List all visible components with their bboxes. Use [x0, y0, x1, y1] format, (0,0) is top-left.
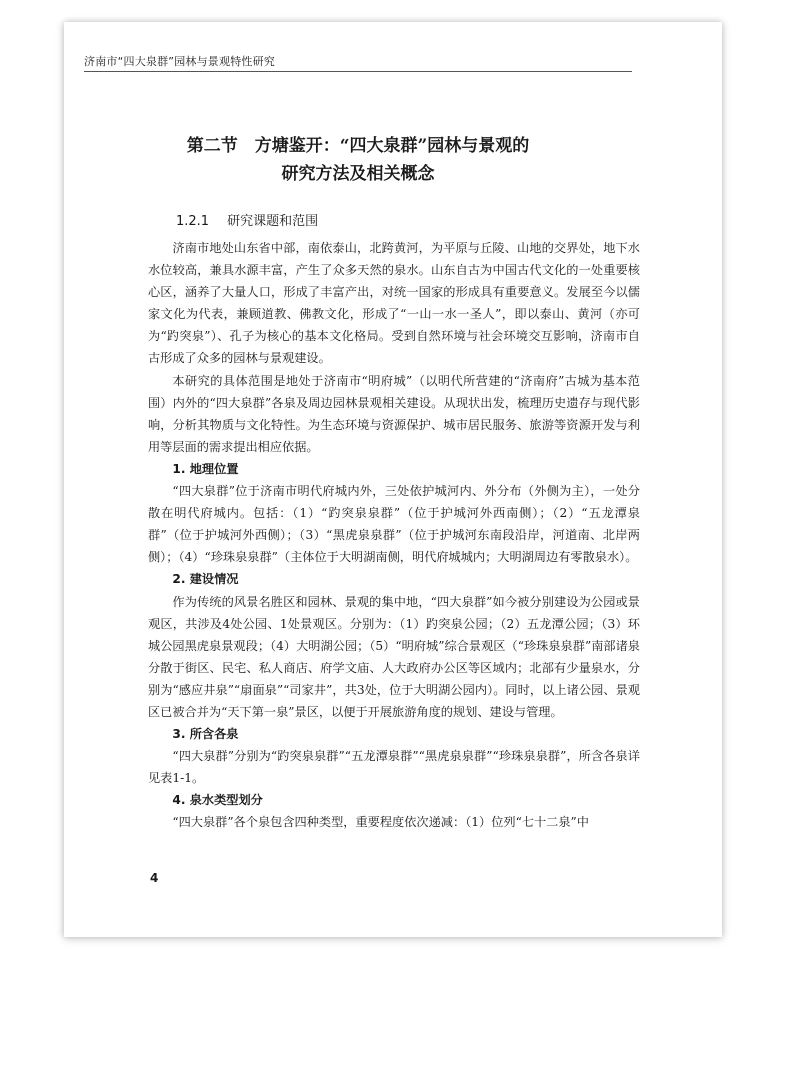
paragraph: 本研究的具体范围是地处于济南市“明府城”（以明代所营建的“济南府”古城为基本范围）内外的“四大泉群”各泉及周边园林景观相关建设。从现状出发，梳理历史遗存与现代影响，分析其物质与文化特性。为生态环境与资源保护、城市居民服务、旅游等资源开发与利用等层面的需求提出相应依据。 [148, 373, 640, 454]
subsection-title: 研究课题和范围 [227, 214, 319, 229]
paragraph: 济南市地处山东省中部，南依泰山，北跨黄河，为平原与丘陵、山地的交界处，地下水水位较高，兼具水源丰富，产生了众多天然的泉水。山东自古为中国古代文化的一处重要核心区，涵养了大量人口，形成了丰富产出，对统一国家的形成具有重要意义。发展至今以儒家文化为代表，兼顾道教、佛教文化，形成了“一山一水一圣人”，即以泰山、黄河（亦可为“趵突泉”）、孔子为核心的基本文化格局。受到自然环境与社会环境交互影响，济南市自古形成了众多的园林与景观建设。 [148, 241, 640, 366]
section-title-line-1: 第二节 方塘鉴开：“四大泉群”园林与景观的 [186, 136, 530, 156]
heading-geography: 1. 地理位置 [172, 461, 239, 476]
paragraph: “四大泉群”位于济南市明代府城内外，三处依护城河内、外分布（外侧为主），一处分散在明代府城内。包括：（1）“趵突泉泉群”（位于护城河外西南侧）；（2）“五龙潭泉群”（位于护城河外西侧）；（3）“黑虎泉泉群”（位于护城河东南段沿岸，河道南、北岸两侧）；（4）“珍珠泉泉群”（主体位于大明湖南侧，明代府城城内；大明湖周边有零散泉水）。 [148, 484, 640, 565]
heading-construction: 2. 建设情况 [172, 572, 239, 587]
section-title [84, 132, 632, 188]
body-text [148, 237, 640, 834]
paragraph: “四大泉群”各个泉包含四种类型，重要程度依次递减：（1）位列“七十二泉”中 [172, 815, 589, 830]
paragraph: 作为传统的风景名胜区和园林、景观的集中地，“四大泉群”如今被分别建设为公园或景观区，共涉及4处公园、1处景观区。分别为：（1）趵突泉公园；（2）五龙潭公园；（3）环城公园黑虎泉景观段；（4）大明湖公园；（5）“明府城”综合景观区（“珍珠泉泉群”南部诸泉分散于街区、民宅、私人商店、府学文庙、人大政府办公区等区域内；北部有少量泉水，分别为“感应井泉”“扇面泉”“司家井”，共3处，位于大明湖公园内）。同时，以上诸公园、景观区已被合并为“天下第一泉”景区，以便于开展旅游角度的规划、建设与管理。 [148, 594, 640, 719]
subsection-heading [176, 210, 318, 229]
heading-spring-types: 4. 泉水类型划分 [172, 793, 263, 808]
running-header: 济南市“四大泉群”园林与景观特性研究 [84, 53, 632, 72]
paragraph: “四大泉群”分别为“趵突泉泉群”“五龙潭泉群”“黑虎泉泉群”“珍珠泉泉群”，所含各泉详见表1-1。 [148, 749, 640, 786]
subsection-number: 1.2.1 [176, 214, 210, 229]
section-title-line-2: 研究方法及相关概念 [281, 164, 435, 184]
heading-springs: 3. 所含各泉 [172, 727, 239, 742]
page-number: 4 [150, 871, 159, 885]
